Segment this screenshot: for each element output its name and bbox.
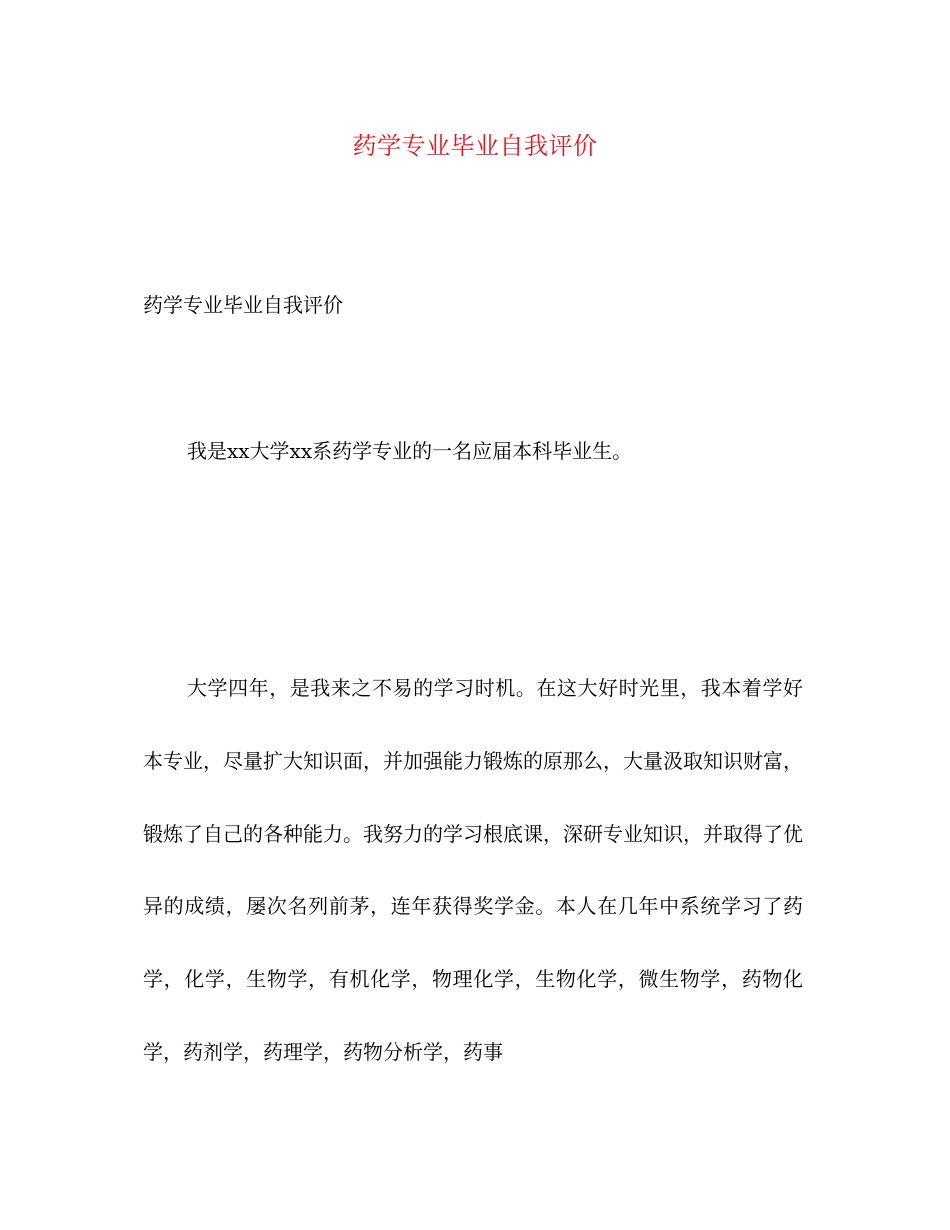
paragraph-university-study: 大学四年，是我来之不易的学习时机。在这大好时光里，我本着学好本专业，尽量扩大知识面，并加强能力锻炼的原那么，大量汲取知识财富，锻炼了自己的各种能力。我努力的学习根底课，深研专业知识，并取得了优异的成绩，屡次名列前茅，连年获得奖学金。本人在几年中系统学习了药学，化学，生物学，有机化学，物理化学，生物化学，微生物学，药物化学，药剂学，药理学，药物分析学，药事 — [143, 676, 803, 1064]
paragraph-intro: 我是xx大学xx系药学专业的一名应届本科毕业生。 — [187, 439, 633, 463]
document-title: 药学专业毕业自我评价 — [352, 132, 598, 160]
document-subtitle: 药学专业毕业自我评价 — [143, 293, 343, 317]
